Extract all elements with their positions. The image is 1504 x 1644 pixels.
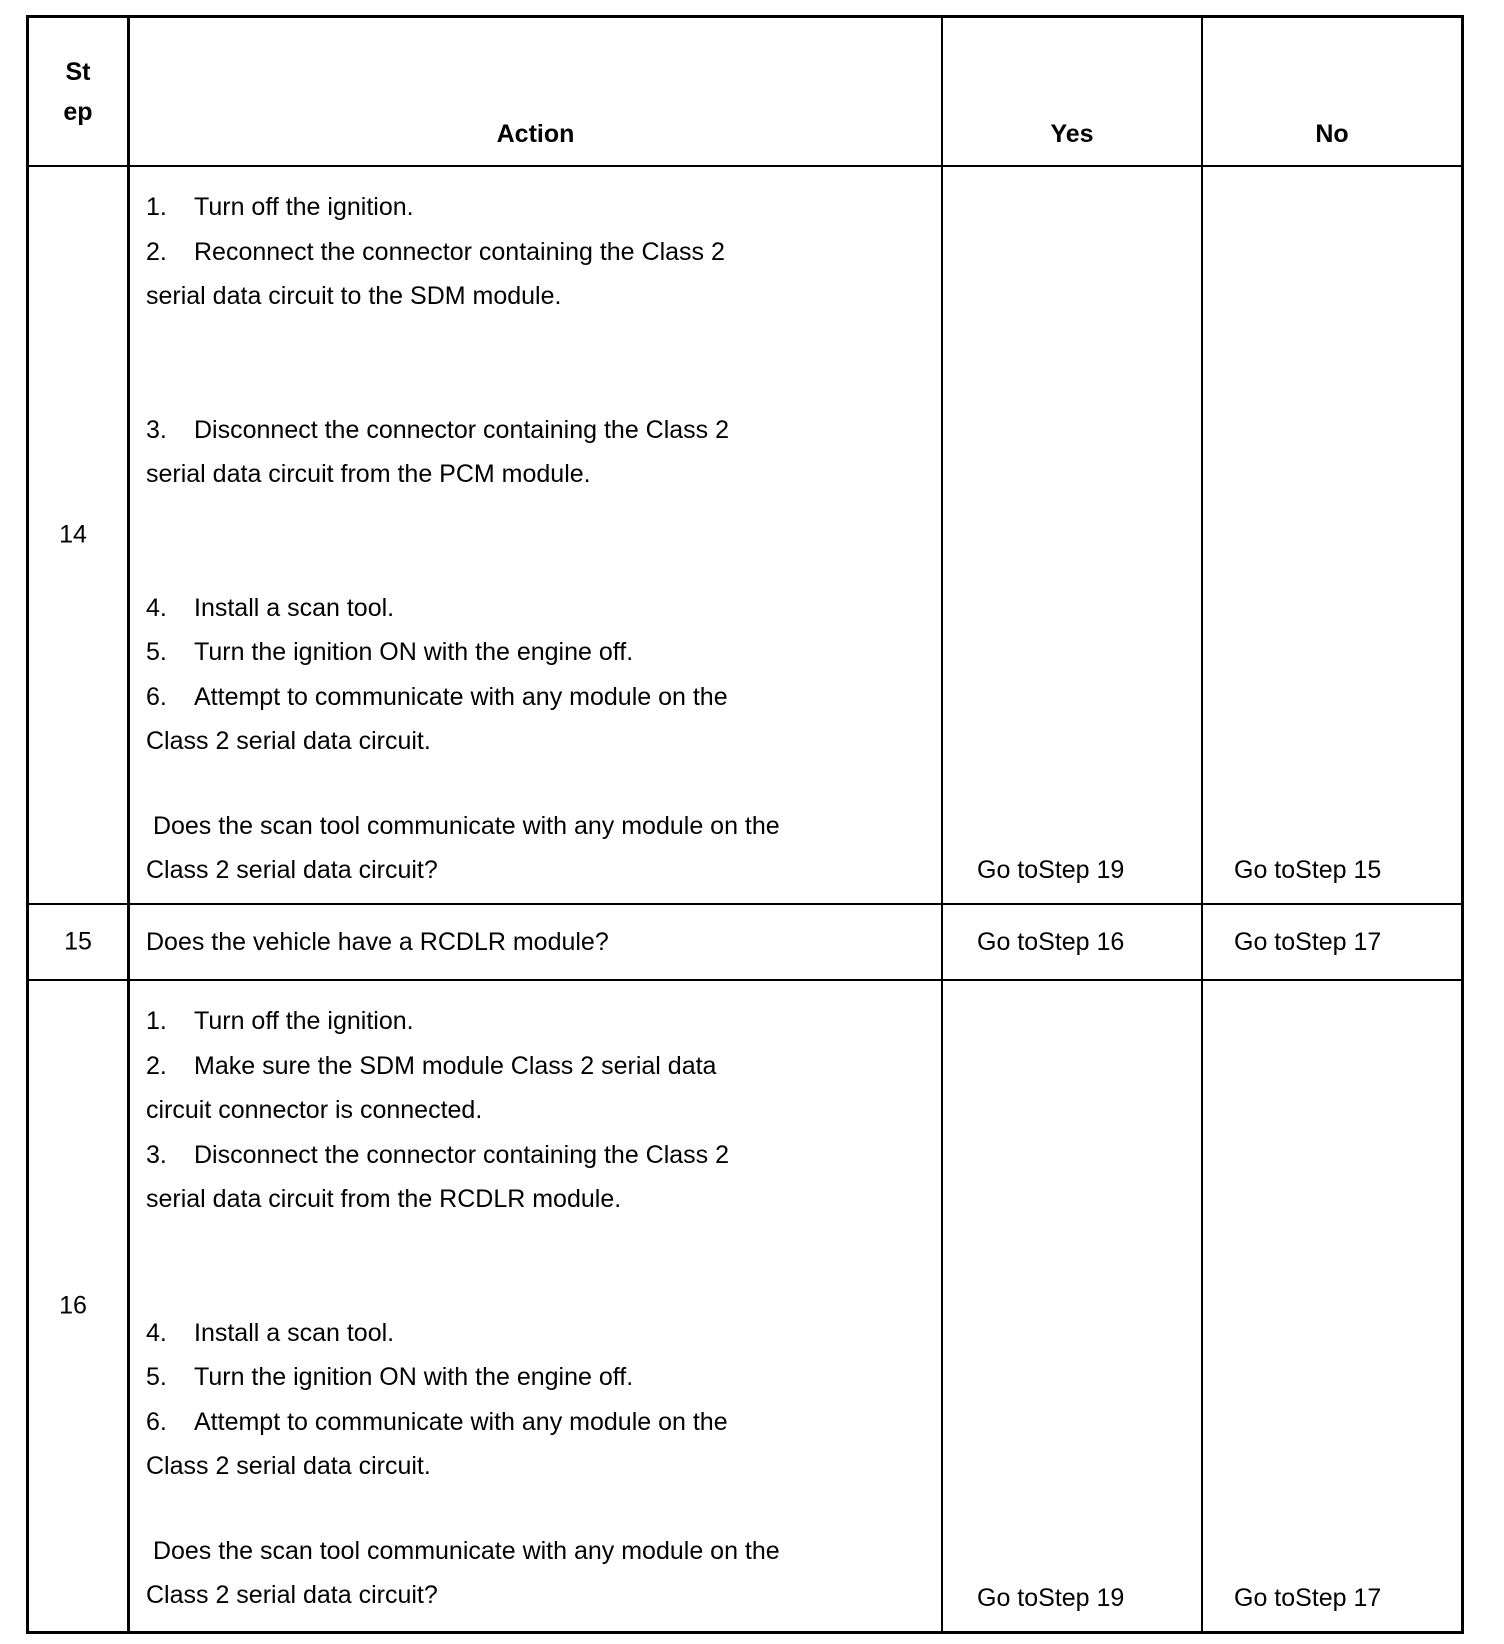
action-item-continuation: serial data circuit from the PCM module.	[146, 460, 591, 488]
yes-cell	[943, 905, 1203, 979]
header-step-line1: St	[65, 57, 91, 86]
no-cell	[1203, 167, 1461, 903]
action-item-continuation: serial data circuit to the SDM module.	[146, 282, 562, 310]
no-cell	[1203, 981, 1461, 1631]
no-answer: Go toStep 17	[1234, 1584, 1382, 1612]
no-answer: Go toStep 17	[1234, 927, 1382, 956]
question-line: Does the scan tool communicate with any module on the	[146, 811, 780, 840]
action-cell	[130, 167, 943, 903]
yes-answer: Go toStep 19	[977, 856, 1125, 884]
action-item: 3. Disconnect the connector containing the Class 2	[146, 415, 730, 444]
table-row-step-15	[29, 903, 1461, 979]
yes-answer: Go toStep 19	[977, 1584, 1125, 1612]
step-number-cell	[29, 981, 130, 1631]
yes-cell	[943, 167, 1203, 903]
action-cell	[130, 905, 943, 979]
yes-cell	[943, 981, 1203, 1631]
action-item-continuation: Class 2 serial data circuit.	[146, 1452, 431, 1480]
table-header-row	[29, 18, 1461, 165]
header-yes: Yes	[943, 18, 1203, 165]
step-number: 16	[59, 1291, 87, 1320]
action-item: 6. Attempt to communicate with any module on the	[146, 1407, 728, 1436]
action-item-continuation: serial data circuit from the RCDLR module.	[146, 1185, 622, 1213]
step-number: 15	[64, 927, 92, 956]
action-item: 1. Turn off the ignition.	[146, 1007, 414, 1035]
question-line: Does the vehicle have a RCDLR module?	[146, 927, 609, 956]
action-item: 4. Install a scan tool.	[146, 593, 395, 622]
question-line: Class 2 serial data circuit?	[146, 856, 438, 884]
action-item: 1. Turn off the ignition.	[146, 193, 414, 221]
step-number-cell	[29, 905, 130, 979]
action-item-continuation: Class 2 serial data circuit.	[146, 727, 431, 755]
action-item: 5. Turn the ignition ON with the engine off.	[146, 638, 634, 666]
action-item: 2. Reconnect the connector containing the Class 2	[146, 237, 725, 266]
question-line: Class 2 serial data circuit?	[146, 1581, 438, 1609]
action-item-continuation: circuit connector is connected.	[146, 1096, 483, 1124]
action-item: 6. Attempt to communicate with any module on the	[146, 682, 728, 711]
diagnostic-table	[26, 15, 1464, 1634]
step-number-cell	[29, 167, 130, 903]
action-item: 5. Turn the ignition ON with the engine off.	[146, 1363, 634, 1391]
action-item: 3. Disconnect the connector containing the Class 2	[146, 1140, 730, 1169]
header-step	[29, 18, 130, 165]
header-step-line2: ep	[63, 97, 93, 126]
header-action: Action	[130, 18, 943, 165]
action-cell	[130, 981, 943, 1631]
step-number: 14	[59, 520, 87, 549]
yes-answer: Go toStep 16	[977, 927, 1125, 956]
action-item: 2. Make sure the SDM module Class 2 serial data	[146, 1051, 717, 1080]
question-line: Does the scan tool communicate with any module on the	[146, 1536, 780, 1565]
table-row-step-16	[29, 979, 1461, 1631]
header-no: No	[1315, 120, 1349, 148]
table-row-step-14	[29, 165, 1461, 903]
action-item: 4. Install a scan tool.	[146, 1318, 395, 1347]
no-cell	[1203, 905, 1461, 979]
no-answer: Go toStep 15	[1234, 856, 1382, 884]
